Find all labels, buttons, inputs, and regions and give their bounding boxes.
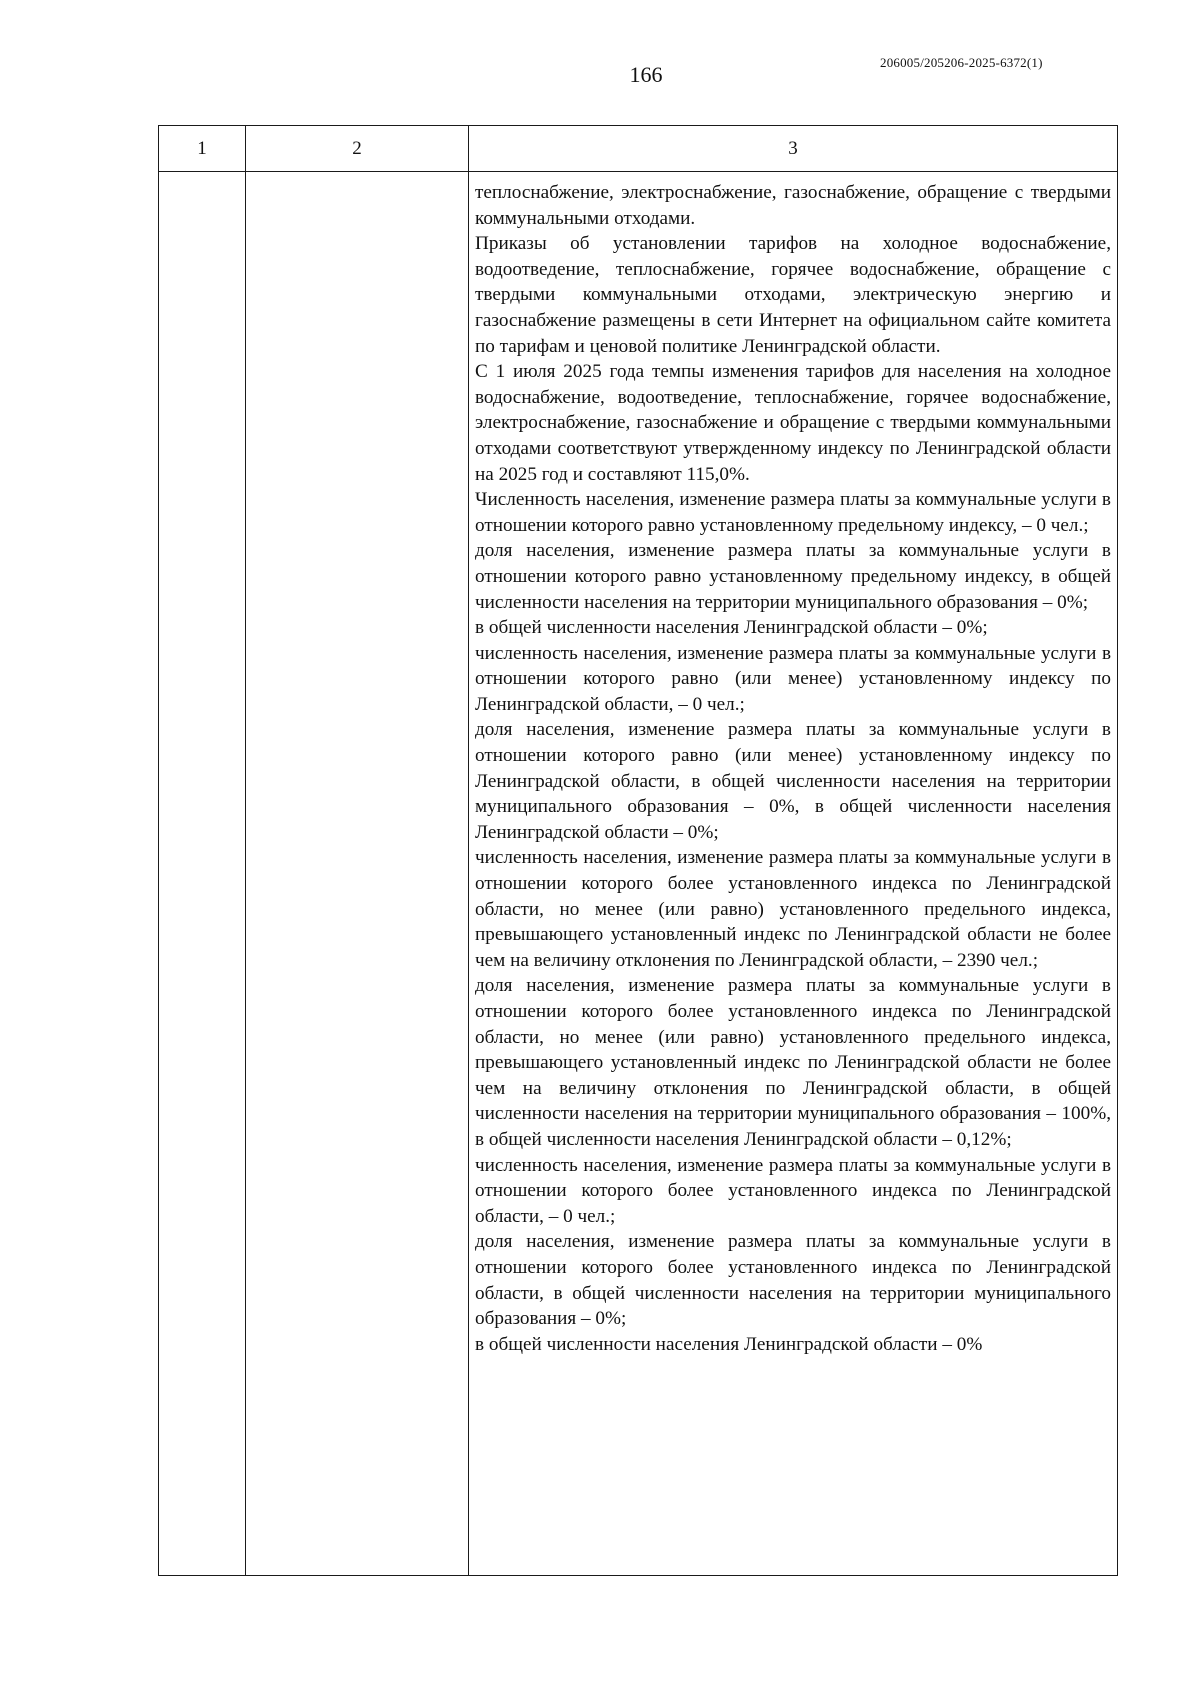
paragraph: доля населения, изменение размера платы за коммунальные услуги в отношении которого равно (или менее) установленному индексу по Ленинградской области, в общей численности населения на территории муниципального образования – 0%, в общей численности населения Ленинградской области – 0%;: [475, 719, 1111, 843]
table-row: [159, 172, 1118, 1576]
paragraph: Приказы об установлении тарифов на холодное водоснабжение, водоотведение, теплоснабжение, горячее водоснабжение, обращение с твердыми коммунальными отходами, электрическую энергию и газоснабжение размещены в сети Интернет на официальном сайте комитета по тарифам и ценовой политике Ленинградской области.: [475, 233, 1111, 357]
paragraph: численность населения, изменение размера платы за коммунальные услуги в отношении которого более установленного индекса по Ленинградской области, – 0 чел.;: [475, 1154, 1111, 1227]
paragraph: Численность населения, изменение размера платы за коммунальные услуги в отношении которого равно установленному предельному индексу, – 0 чел.;: [475, 489, 1111, 536]
column-header-3: 3: [469, 126, 1118, 172]
paragraph: теплоснабжение, электроснабжение, газоснабжение, обращение с твердыми коммунальными отходами.: [475, 182, 1111, 229]
paragraph: доля населения, изменение размера платы за коммунальные услуги в отношении которого равно установленному предельному индексу, в общей численности населения на территории муниципального образования – 0%;: [475, 540, 1111, 613]
document-id: 206005/205206-2025-6372(1): [880, 55, 1043, 70]
column-header-2: 2: [246, 126, 469, 172]
paragraph: численность населения, изменение размера платы за коммунальные услуги в отношении которого более установленного индекса по Ленинградской области, но менее (или равно) установленного предельного индекса, превышающего установленный индекс по Ленинградской области не более чем на величину отклонения по Ленинградской области, – 2390 чел.;: [475, 847, 1111, 971]
cell-column-1: [159, 172, 246, 1576]
paragraph: доля населения, изменение размера платы за коммунальные услуги в отношении которого более установленного индекса по Ленинградской области, но менее (или равно) установленного предельного индекса, превышающего установленный индекс по Ленинградской области не более чем на величину отклонения по Ленинградской области, в общей численности населения на территории муниципального образования – 100%, в общей численности населения Ленинградской области – 0,12%;: [475, 975, 1111, 1150]
paragraph: численность населения, изменение размера платы за коммунальные услуги в отношении которого равно (или менее) установленному индексу по Ленинградской области, – 0 чел.;: [475, 642, 1111, 715]
paragraph: в общей численности населения Ленинградской области – 0%: [475, 1333, 983, 1355]
paragraph: доля населения, изменение размера платы за коммунальные услуги в отношении которого более установленного индекса по Ленинградской области, в общей численности населения на территории муниципального образования – 0%;: [475, 1231, 1111, 1330]
column-header-1: 1: [159, 126, 246, 172]
paragraph: в общей численности населения Ленинградской области – 0%;: [475, 617, 988, 639]
cell-column-2: [246, 172, 469, 1576]
page-number: 166: [629, 62, 663, 87]
document-table: [158, 125, 1118, 1576]
paragraph: С 1 июля 2025 года темпы изменения тарифов для населения на холодное водоснабжение, водоотведение, теплоснабжение, горячее водоснабжение, электроснабжение, газоснабжение и обращение с твердыми коммунальными отходами соответствуют утвержденному индексу по Ленинградской области на 2025 год и составляют 115,0%.: [475, 361, 1111, 485]
table-header-row: [159, 126, 1118, 172]
cell-column-3: [469, 172, 1118, 1576]
